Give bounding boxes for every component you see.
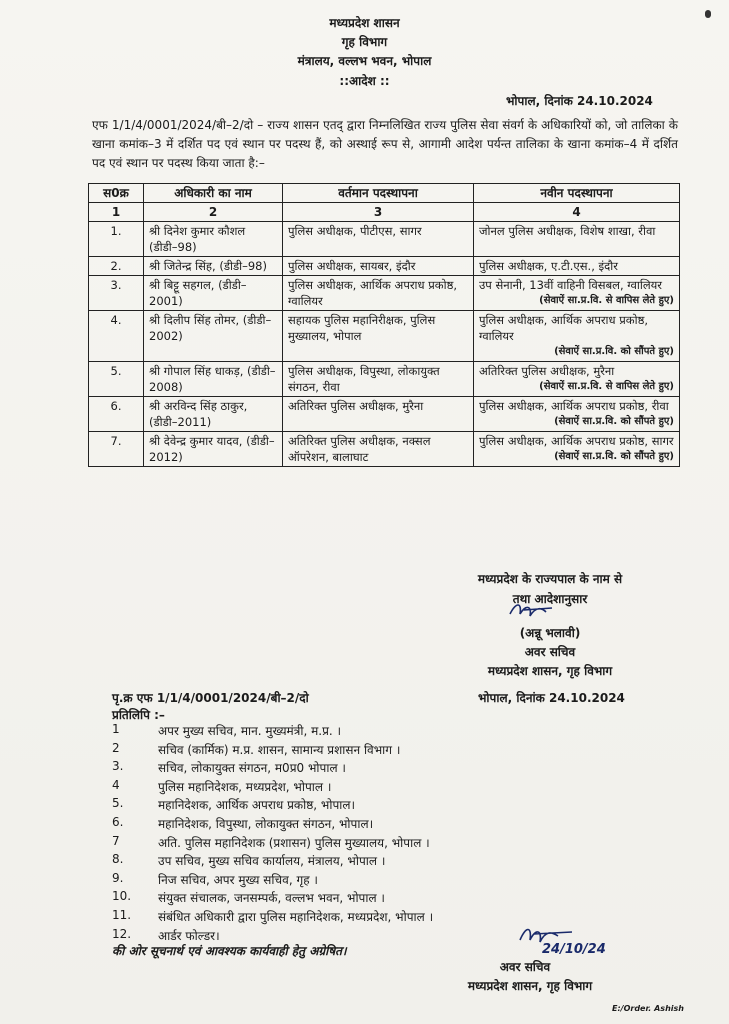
posting-note: (सेवाऐं सा.प्र.वि. को सौंपते हुए) (554, 416, 674, 427)
list-item (112, 852, 433, 871)
col-header-new: नवीन पदस्थापना (474, 184, 680, 203)
table-row (89, 276, 680, 311)
list-item (112, 741, 433, 760)
item-text: महानिदेशक, विपुस्था, लोकायुक्त संगठन, भोपाल। (158, 816, 374, 831)
cell-new (474, 397, 680, 432)
order-date: भोपाल, दिनांक 24.10.2024 (506, 94, 653, 108)
cell-new (474, 276, 680, 311)
signature-date: 24/10/24 (542, 942, 606, 957)
new-posting-text: पुलिस अधीक्षक, आर्थिक अपराध प्रकोष्ठ, रीवा (479, 399, 669, 413)
signatory-department: मध्यप्रदेश शासन, गृह विभाग (487, 664, 613, 678)
endorsement-date: भोपाल, दिनांक 24.10.2024 (478, 691, 625, 705)
item-text: महानिदेशक, आर्थिक अपराध प्रकोष्ठ, भोपाल। (158, 798, 356, 813)
cell-sn: 5. (89, 362, 144, 397)
cell-new (474, 432, 680, 467)
new-posting-text: उप सेनानी, 13वीं वाहिनी विसबल, ग्वालियर (479, 278, 663, 292)
list-item (112, 871, 433, 890)
cell-new (474, 222, 680, 257)
col-header-current: वर्तमान पदस्थापना (283, 184, 474, 203)
new-posting-text: अतिरिक्त पुलिस अधीक्षक, मुरैना (479, 364, 615, 378)
item-text: पुलिस महानिदेशक, मध्यप्रदेश, भोपाल । (158, 779, 332, 794)
cell-current: सहायक पुलिस महानिरीक्षक, पुलिस मुख्यालय, भोपाल (283, 311, 474, 362)
signature-scribble (506, 598, 556, 622)
cell-sn: 2. (89, 257, 144, 276)
cell-name: श्री बिट्टू सहगल, (डीडी–2001) (144, 276, 283, 311)
list-item (112, 759, 433, 778)
table-row (89, 397, 680, 432)
col-header-sn: स0क्र (89, 184, 144, 203)
item-number: 6. (112, 814, 124, 829)
item-text: संबंधित अधिकारी द्वारा पुलिस महानिदेशक, मध्यप्रदेश, भोपाल । (158, 909, 434, 924)
cell-sn: 7. (89, 432, 144, 467)
cell-new (474, 362, 680, 397)
authority-line: मध्यप्रदेश के राज्यपाल के नाम से (477, 572, 623, 586)
table-header-row (89, 184, 680, 203)
item-number: 8. (112, 852, 124, 867)
item-number: 9. (112, 870, 124, 885)
list-item (112, 778, 433, 797)
signatory-name: (अन्नू भलावी) (519, 626, 581, 640)
list-item (112, 908, 433, 927)
col-header-name: अधिकारी का नाम (144, 184, 283, 203)
item-number: 2 (112, 740, 120, 755)
item-number: 5. (112, 796, 124, 811)
col-number: 2 (144, 203, 283, 222)
new-posting-text: पुलिस अधीक्षक, आर्थिक अपराध प्रकोष्ठ, ग्वालियर (479, 313, 649, 343)
cell-sn: 3. (89, 276, 144, 311)
item-number: 11. (112, 907, 132, 922)
cell-new (474, 257, 680, 276)
col-number: 1 (89, 203, 144, 222)
table-row (89, 311, 680, 362)
cell-current: पुलिस अधीक्षक, सायबर, इंदौर (283, 257, 474, 276)
signatory-designation: अवर सचिव (524, 645, 576, 659)
copy-label: प्रतिलिपि :– (112, 708, 165, 722)
cell-current: अतिरिक्त पुलिस अधीक्षक, मुरैना (283, 397, 474, 432)
item-text: संयुक्त संचालक, जनसम्पर्क, वल्लभ भवन, भोपाल । (158, 891, 385, 906)
forwarding-note: की ओर सूचनार्थ एवं आवश्यक कार्यवाही हेतु अग्रेषित। (112, 944, 347, 958)
item-text: निज सचिव, अपर मुख्य सचिव, गृह । (158, 872, 318, 887)
item-text: अपर मुख्य सचिव, मान. मुख्यमंत्री, म.प्र. । (158, 724, 342, 738)
item-number: 7 (112, 833, 120, 848)
cell-current: अतिरिक्त पुलिस अधीक्षक, नक्सल ऑपरेशन, बालाघाट (283, 432, 474, 467)
cell-current: पुलिस अधीक्षक, विपुस्था, लोकायुक्त संगठन, रीवा (283, 362, 474, 397)
cell-new (474, 311, 680, 362)
header-department: गृह विभाग (341, 35, 388, 49)
copy-list (112, 722, 433, 945)
posting-note: (सेवाऐं सा.प्र.वि. से वापिस लेते हुए) (539, 381, 674, 392)
endorsement-designation: अवर सचिव (499, 960, 551, 974)
authority-line-2: तथा आदेशानुसार (512, 592, 588, 606)
cell-name: श्री दिलीप सिंह तोमर, (डीडी–2002) (144, 311, 283, 362)
item-number: 3. (112, 759, 124, 774)
list-item (112, 889, 433, 908)
item-text: अति. पुलिस महानिदेशक (प्रशासन) पुलिस मुख्यालय, भोपाल । (158, 835, 430, 850)
list-item (112, 722, 433, 741)
item-text: उप सचिव, मुख्य सचिव कार्यालय, मंत्रालय, भोपाल । (158, 854, 386, 869)
item-number: 1 (112, 722, 120, 736)
item-number: 4 (112, 777, 120, 792)
item-text: आर्डर फोल्डर। (158, 928, 220, 943)
posting-note: (सेवाऐं सा.प्र.वि. से वापिस लेते हुए) (539, 295, 674, 306)
col-number: 4 (474, 203, 680, 222)
cell-name: श्री गोपाल सिंह धाकड़, (डीडी–2008) (144, 362, 283, 397)
table-row (89, 222, 680, 257)
list-item (112, 815, 433, 834)
posting-note: (सेवाऐं सा.प्र.वि. को सौंपते हुए) (554, 451, 674, 462)
table-colnum-row (89, 203, 680, 222)
endorsement-department: मध्यप्रदेश शासन, गृह विभाग (467, 979, 593, 993)
new-posting-text: पुलिस अधीक्षक, ए.टी.एस., इंदौर (479, 259, 618, 273)
cell-current: पुलिस अधीक्षक, आर्थिक अपराध प्रकोष्ठ, ग्वालियर (283, 276, 474, 311)
item-number: 10. (112, 889, 132, 904)
list-item (112, 796, 433, 815)
cell-sn: 1. (89, 222, 144, 257)
item-number: 12. (112, 926, 132, 941)
table-row (89, 257, 680, 276)
file-reference: E:/Order. Ashish (612, 1004, 684, 1013)
cell-sn: 4. (89, 311, 144, 362)
header-government: मध्यप्रदेश शासन (329, 16, 400, 30)
table-row (89, 432, 680, 467)
list-item (112, 834, 433, 853)
new-posting-text: जोनल पुलिस अधीक्षक, विशेष शाखा, रीवा (479, 224, 656, 238)
header-address: मंत्रालय, वल्लभ भवन, भोपाल (297, 54, 432, 68)
header-order-title: ::आदेश :: (339, 74, 390, 88)
cell-current: पुलिस अधीक्षक, पीटीएस, सागर (283, 222, 474, 257)
posting-note: (सेवाऐं सा.प्र.वि. को सौंपते हुए) (554, 346, 674, 357)
item-text: सचिव (कार्मिक) म.प्र. शासन, सामान्य प्रशासन विभाग । (158, 742, 401, 757)
posting-table (88, 183, 680, 467)
new-posting-text: पुलिस अधीक्षक, आर्थिक अपराध प्रकोष्ठ, सागर (479, 434, 674, 448)
cell-name: श्री दिनेश कुमार कौशल (डीडी–98) (144, 222, 283, 257)
table-row (89, 362, 680, 397)
item-text: सचिव, लोकायुक्त संगठन, म0प्र0 भोपाल । (158, 761, 346, 776)
cell-name: श्री अरविन्द सिंह ठाकुर, (डीडी–2011) (144, 397, 283, 432)
endorsement-ref: पृ.क्र एफ 1/1/4/0001/2024/बी–2/दो (112, 691, 309, 705)
cell-name: श्री देवेन्द्र कुमार यादव, (डीडी–2012) (144, 432, 283, 467)
cell-name: श्री जितेन्द्र सिंह, (डीडी–98) (144, 257, 283, 276)
col-number: 3 (283, 203, 474, 222)
cell-sn: 6. (89, 397, 144, 432)
order-paragraph: एफ 1/1/4/0001/2024/बी–2/दो – राज्य शासन एतद् द्वारा निम्नलिखित राज्य पुलिस सेवा संवर्ग के अधिकारियों को, जो तालिका के खाना कमांक–3 में दर्शित पद एवं स्थान पर पदस्थ हैं, को अस्थाई रूप से, आगामी आदेश पर्यन्त तालिका के खाना कमांक–4 में दर्शित पद एवं स्थान पर पदस्थ किया जाता है:– (92, 118, 678, 170)
